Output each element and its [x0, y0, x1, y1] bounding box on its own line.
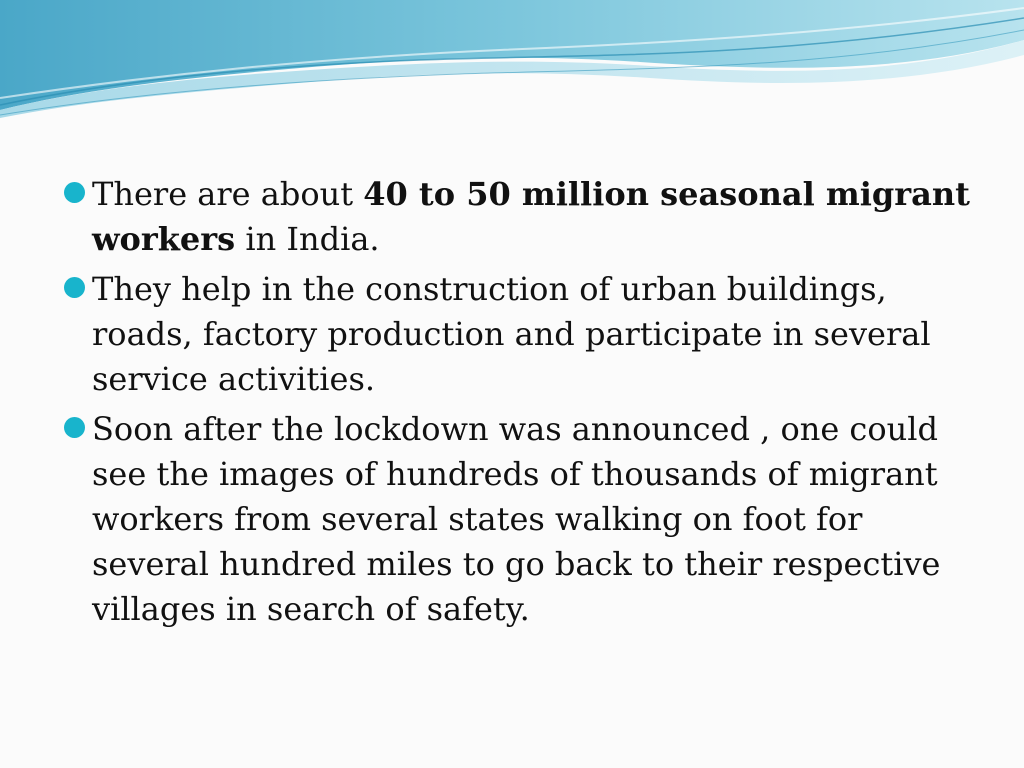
bullet-text: in India.: [235, 220, 380, 258]
bullet-item: [62, 267, 982, 402]
bullet-text-bold: 40 to 50 million seasonal migrant workers: [92, 175, 970, 258]
bullet-item: [62, 172, 982, 262]
circle-bullet-icon: [64, 182, 85, 203]
circle-bullet-icon: [64, 277, 85, 298]
bullet-item: [62, 407, 982, 632]
bullet-text: Soon after the lockdown was announced , one could see the images of hundreds of thousands of migrant workers from several states walking on foot for several hundred miles to go back to their respective villages in search of safety.: [92, 410, 941, 628]
bullet-list: [62, 172, 982, 637]
bullet-text: There are about: [92, 175, 364, 213]
header-wave-decoration: [0, 0, 1024, 130]
circle-bullet-icon: [64, 417, 85, 438]
bullet-text: They help in the construction of urban buildings, roads, factory production and participate in several service activities.: [92, 270, 931, 398]
